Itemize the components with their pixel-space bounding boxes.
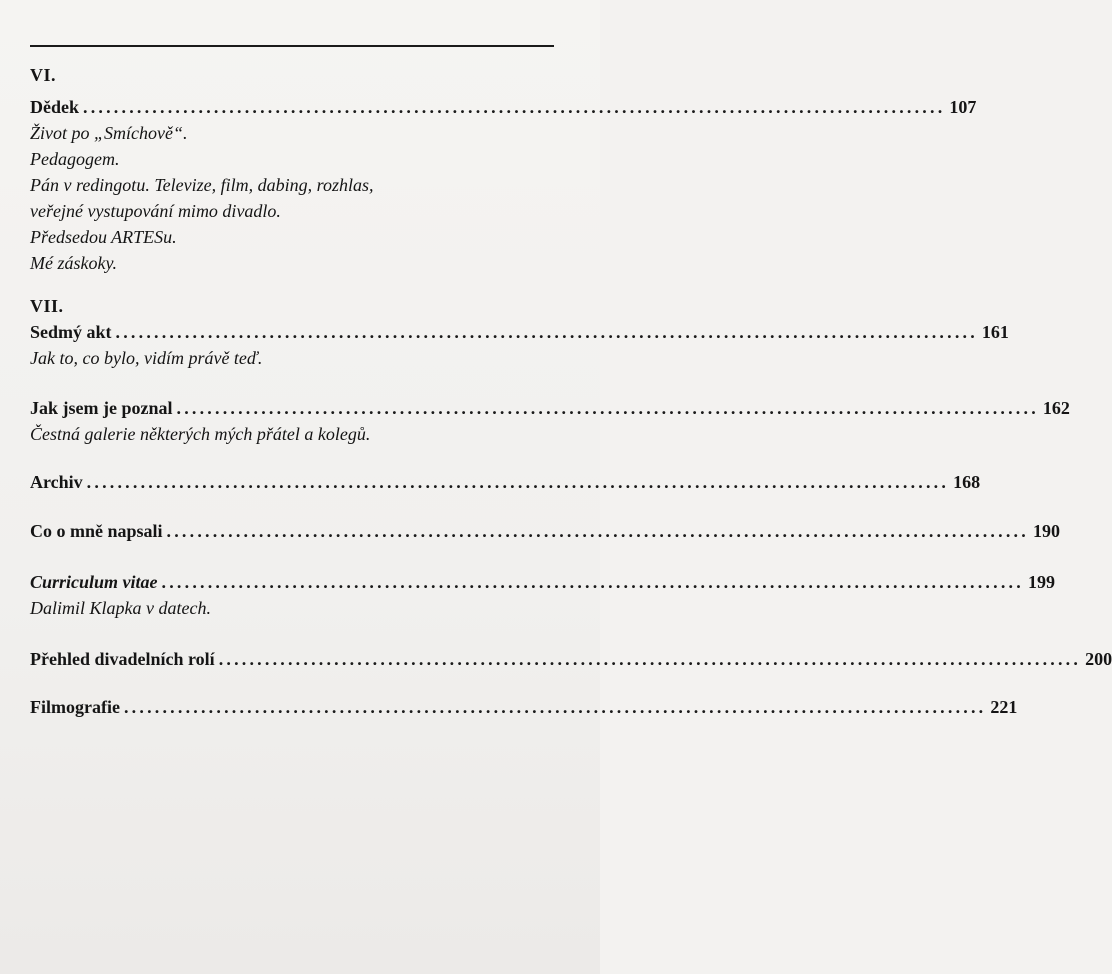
toc-entry[interactable] bbox=[30, 395, 1070, 421]
toc-entry[interactable] bbox=[30, 694, 1018, 720]
entry-subtitle: Jak to, co bylo, vidím právě teď. bbox=[30, 348, 263, 368]
entry-subtitle: veřejné vystupování mimo divadlo. bbox=[30, 201, 281, 221]
toc-entry[interactable] bbox=[30, 469, 981, 495]
entry-page: 199 bbox=[1027, 572, 1055, 592]
toc-entry[interactable] bbox=[30, 319, 1009, 345]
leader-dots: ................................................................................................................ bbox=[83, 97, 946, 117]
leader-dots: ................................................................................................................ bbox=[166, 521, 1029, 541]
leader-dots: ................................................................................................................ bbox=[176, 398, 1039, 418]
entry-title: Co o mně napsali bbox=[30, 521, 163, 541]
entry-subtitle: Život po „Smíchově“. bbox=[30, 123, 188, 143]
section-number: VI. bbox=[30, 65, 57, 85]
entry-subtitle: Předsedou ARTESu. bbox=[30, 227, 177, 247]
entry-page: 200 bbox=[1085, 649, 1112, 669]
entry-title: Dědek bbox=[30, 97, 79, 117]
entry-page: 161 bbox=[981, 322, 1009, 342]
toc-entry[interactable] bbox=[30, 518, 1060, 544]
entry-subtitle: Pedagogem. bbox=[30, 149, 120, 169]
entry-title: Filmografie bbox=[30, 697, 120, 717]
entry-page: 162 bbox=[1042, 398, 1070, 418]
toc-entry[interactable] bbox=[30, 569, 1055, 595]
entry-page: 107 bbox=[949, 97, 977, 117]
entry-page: 168 bbox=[953, 472, 981, 492]
leader-dots: ................................................................................................................ bbox=[86, 472, 950, 492]
leader-dots: ................................................................................................................ bbox=[218, 649, 1082, 669]
leader-dots: ................................................................................................................ bbox=[161, 572, 1024, 592]
entry-subtitle: Dalimil Klapka v datech. bbox=[30, 598, 211, 618]
entry-title: Archiv bbox=[30, 472, 83, 492]
entry-page: 190 bbox=[1032, 521, 1060, 541]
entry-title: Jak jsem je poznal bbox=[30, 398, 173, 418]
entry-page: 221 bbox=[990, 697, 1018, 717]
entry-subtitle: Čestná galerie některých mých přátel a kolegů. bbox=[30, 424, 371, 444]
entry-title: Přehled divadelních rolí bbox=[30, 649, 215, 669]
entry-title: Sedmý akt bbox=[30, 322, 112, 342]
entry-title: Curriculum vitae bbox=[30, 572, 158, 592]
entry-subtitle: Mé záskoky. bbox=[30, 253, 117, 273]
top-rule bbox=[30, 45, 554, 47]
toc-entry[interactable] bbox=[30, 646, 1112, 672]
leader-dots: ................................................................................................................ bbox=[115, 322, 978, 342]
entry-subtitle: Pán v redingotu. Televize, film, dabing, rozhlas, bbox=[30, 175, 374, 195]
toc-entry[interactable] bbox=[30, 94, 977, 120]
leader-dots: ................................................................................................................ bbox=[123, 697, 987, 717]
section-number: VII. bbox=[30, 296, 64, 316]
